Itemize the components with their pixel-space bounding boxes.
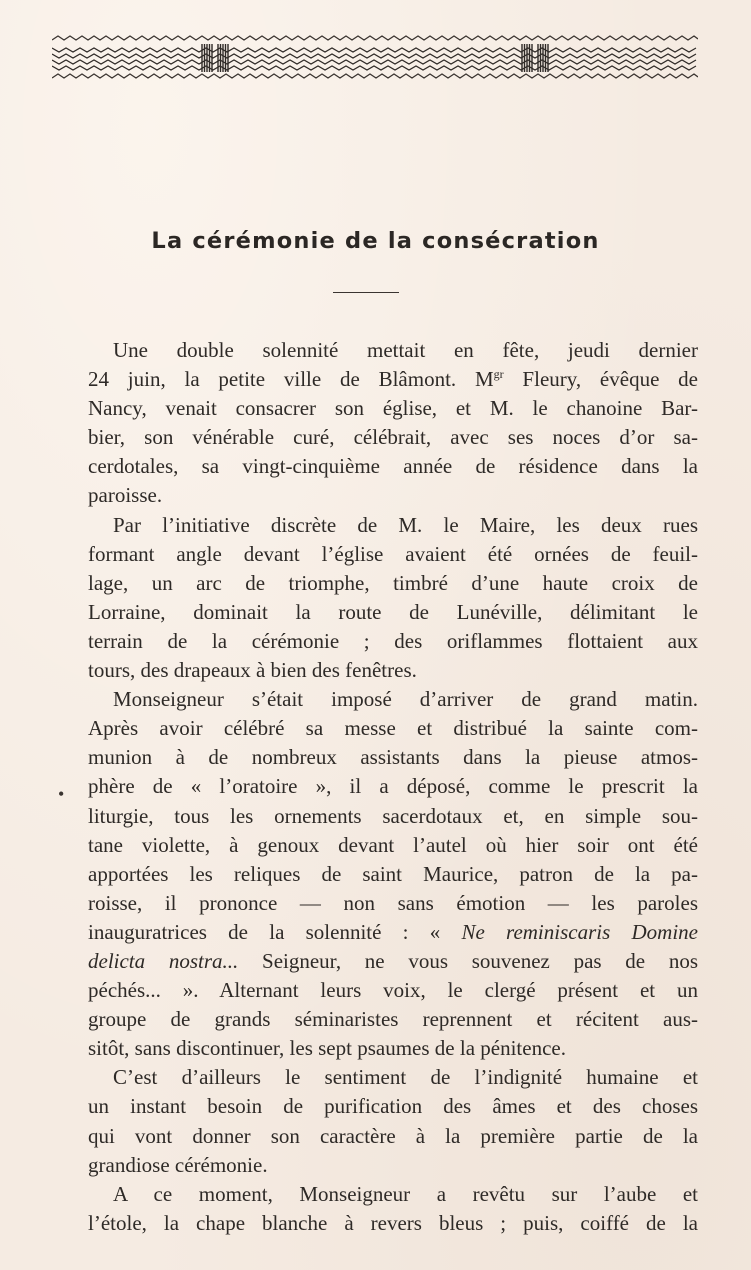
text-line: tane violette, à genoux devant l’autel où hier soir ont été	[88, 832, 698, 857]
text-line: Une double solennité mettait en fête, jeudi dernier	[113, 338, 698, 362]
text-line: groupe de grands séminaristes reprennent et récitent aus-	[88, 1007, 698, 1032]
text-line: formant angle devant l’église avaient été ornées de feuil-	[88, 541, 698, 566]
text-line: 24 juin, la petite ville de Blâmont. $M^{gr}$ Fleury, évêque de	[88, 367, 698, 392]
text-line: Nancy, venait consacrer son église, et M. le chanoine Bar-	[88, 396, 698, 421]
text-line: lage, un arc de triomphe, timbré d’une haute croix de	[88, 570, 698, 595]
text-line: qui vont donner son caractère à la première partie de la	[88, 1123, 698, 1148]
margin-mark: •	[58, 784, 65, 804]
text-line: l’étole, la chape blanche à revers bleus ; puis, coiffé de la	[88, 1210, 698, 1235]
text-line: Lorraine, dominait la route de Lunéville, délimitant le	[88, 599, 698, 624]
text-line: cerdotales, sa vingt-cinquième année de résidence dans la	[88, 454, 698, 479]
text-line: roisse, il prononce — non sans émotion — les paroles	[88, 890, 698, 915]
text-line: bier, son vénérable curé, célébrait, avec ses noces d’or sa-	[88, 425, 698, 450]
text-line: un instant besoin de purification des âmes et des choses	[88, 1094, 698, 1119]
text-line: C’est d’ailleurs le sentiment de l’indignité humaine et	[113, 1065, 698, 1090]
page-title: La cérémonie de la consécration	[151, 228, 600, 254]
text-line: Après avoir célébré sa messe et distribué la sainte com-	[88, 716, 698, 741]
text-line: A ce moment, Monseigneur a revêtu sur l’aube et	[113, 1181, 698, 1206]
text-line: grandiose cérémonie.	[88, 1152, 268, 1177]
text-line: terrain de la cérémonie ; des oriflammes flottaient aux	[88, 628, 698, 653]
text-line: munion à de nombreux assistants dans la pieuse atmos-	[88, 745, 698, 770]
text-line: apportées les reliques de saint Maurice, patron de la pa-	[88, 861, 698, 886]
text-line: sitôt, sans discontinuer, les sept psaumes de la pénitence.	[88, 1036, 566, 1061]
text-line: Monseigneur s’était imposé d’arriver de grand matin.	[113, 687, 698, 712]
text-line: péchés... ». Alternant leurs voix, le clergé présent et un	[88, 978, 698, 1003]
text-line: liturgie, tous les ornements sacerdotaux et, en simple sou-	[88, 803, 698, 828]
text-line: tours, des drapeaux à bien des fenêtres.	[88, 658, 417, 683]
text-line: inauguratrices de la solennité : « Ne reminiscaris Domine	[88, 919, 698, 944]
body-text	[88, 336, 698, 1238]
title-divider	[333, 292, 399, 293]
text-line: phère de « l’oratoire », il a déposé, comme le prescrit la	[88, 774, 698, 799]
ornament-border-icon	[52, 30, 698, 84]
text-line: Par l’initiative discrète de M. le Maire, les deux rues	[113, 512, 698, 537]
text-line: delicta nostra... Seigneur, ne vous souvenez pas de nos	[88, 948, 698, 973]
text-line: paroisse.	[88, 483, 163, 508]
